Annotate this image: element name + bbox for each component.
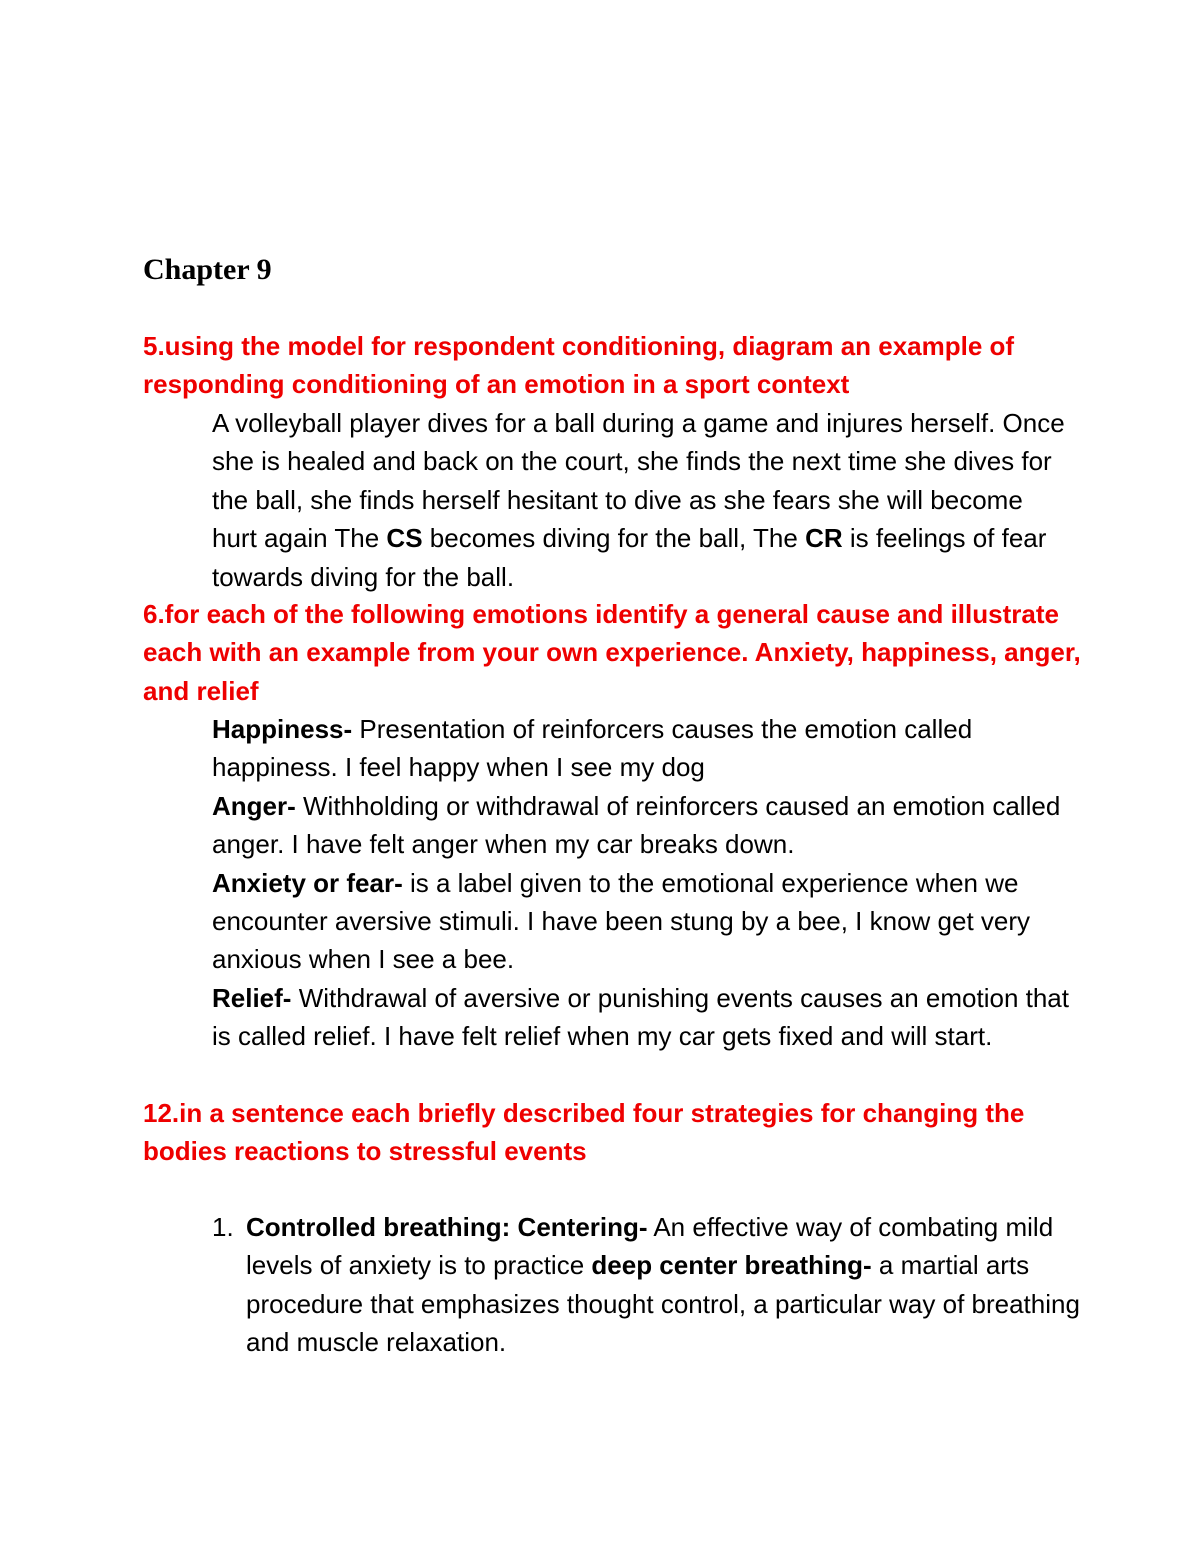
cr-term: CR xyxy=(805,523,843,554)
emotion-text: is a label given to the emotional experience when we encounter aversive stimuli. I have been stung by a bee, I know get very anxious when I see a bee. xyxy=(212,867,1031,975)
emotion-item-happiness xyxy=(212,710,1072,787)
answer-text: A volleyball player dives for a ball during a game and injures herself. Once she is healed and back on the court, she finds the next time she dives for the ball, she finds herself hesitant to dive as she fears she will become hurt again The xyxy=(212,408,1065,554)
emotion-text: Withholding or withdrawal of reinforcers caused an emotion called anger. I have felt anger when my car breaks down. xyxy=(212,790,1061,860)
emotion-item-anger xyxy=(212,787,1072,864)
strategy-description: An effective way of combating mild levels of anxiety is to practice xyxy=(246,1212,1054,1281)
question-6-answer xyxy=(212,710,1072,1056)
list-number: 1. xyxy=(212,1212,234,1242)
emotion-item-anxiety xyxy=(212,864,1072,979)
question-12-heading: 12.in a sentence each briefly described four strategies for changing the bodies reactions to stressful events xyxy=(143,1098,1025,1167)
question-5-heading: 5.using the model for respondent conditioning, diagram an example of responding conditioning of an emotion in a sport context xyxy=(143,331,1015,400)
emotion-term: Relief- xyxy=(212,982,292,1013)
emotion-text: Presentation of reinforcers causes the emotion called happiness. I feel happy when I see my dog xyxy=(212,714,973,783)
answer-paragraph xyxy=(212,404,1072,596)
answer-text: becomes diving for the ball, The xyxy=(422,523,806,554)
emotion-item-relief xyxy=(212,979,1072,1056)
strategy-term: Controlled breathing: Centering- xyxy=(246,1212,648,1242)
answer-text: is feelings of fear towards diving for the ball. xyxy=(212,523,1047,592)
cs-term: CS xyxy=(386,523,423,554)
question-6-heading: 6.for each of the following emotions identify a general cause and illustrate each with an example from your own experience. Anxiety, happiness, anger, and relief xyxy=(143,599,1081,706)
chapter-title: Chapter 9 xyxy=(143,253,272,286)
strategy-description: a martial arts procedure that emphasizes thought control, a particular way of breathing and muscle relaxation. xyxy=(246,1250,1080,1358)
emotion-text: Withdrawal of aversive or punishing events causes an emotion that is called relief. I have felt relief when my car gets fixed and will start. xyxy=(212,982,1069,1052)
strategy-term-secondary: deep center breathing- xyxy=(591,1250,872,1281)
question-5-answer xyxy=(212,404,1072,596)
emotion-term: Anxiety or fear- xyxy=(212,867,403,898)
strategy-text xyxy=(246,1208,1082,1362)
emotion-term: Happiness- xyxy=(212,714,353,744)
strategy-list-item xyxy=(212,1208,1082,1362)
emotion-term: Anger- xyxy=(212,790,296,821)
